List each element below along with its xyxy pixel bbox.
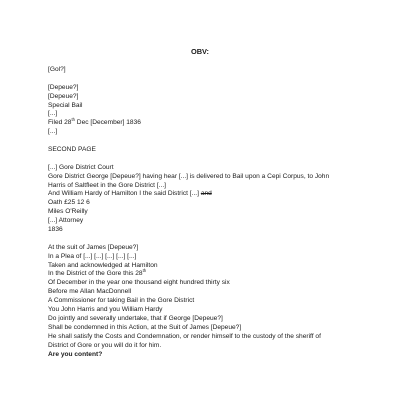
text-line: [Depeue?] — [48, 83, 79, 91]
text-line: A Commissioner for taking Bail in the Gore District — [48, 297, 195, 305]
second-page-label: SECOND PAGE — [48, 146, 96, 154]
text-line: District of Gore or you will do it for him. — [48, 341, 162, 349]
text-line: Harris of Saltfleet in the Gore District [...] — [48, 181, 166, 189]
text-line: Before me Allan MacDonnell — [48, 288, 132, 296]
text-line: Shall be condemned in this Action, at the Suit of James [Depeue?] — [48, 323, 242, 331]
struck-word: and — [200, 190, 212, 198]
text-line: Oath £25 12 6 — [48, 199, 90, 207]
text-line: [...] Attorney — [48, 217, 84, 225]
text-line: Taken and acknowledged at Hamilton — [48, 261, 158, 269]
text-line: Special Bail — [48, 101, 83, 109]
hardy-line: And William Hardy of Hamilton I the said District [...] and — [48, 190, 212, 198]
text-line: You John Harris and you William Hardy — [48, 306, 163, 314]
text-line: He shall satisfy the Costs and Condemnation, or render himself to the custody of the sheriff of — [48, 332, 321, 340]
text-line: [...] — [48, 128, 58, 136]
text-line: [Depeue?] — [48, 92, 79, 100]
filed-line: Filed 28th Dec [December] 1836 — [48, 117, 141, 127]
text-line: 1836 — [48, 226, 63, 234]
text-line: In a Plea of [...] [...] [...] [...] [...] — [48, 252, 137, 260]
text-line: [...] — [48, 110, 58, 118]
district-line: In the District of the Gore this 28th — [48, 268, 147, 278]
text-line: At the suit of James [Depeue?] — [48, 243, 139, 251]
text-line: Miles O'Reilly — [48, 208, 88, 216]
text-line: Do jointly and severally undertake, that if George [Depeue?] — [48, 314, 223, 322]
document-heading: OBV: — [190, 47, 210, 56]
text-line: [Gol?] — [48, 66, 66, 73]
text-line: Gore District George [Depeue?] having hear [...] is delivered to Bail upon a Cepi Corpus, to John — [48, 172, 330, 180]
closing-question: Are you content? — [48, 350, 103, 358]
document-body — [48, 66, 388, 359]
text-line: Of December in the year one thousand eight hundred thirty six — [48, 279, 230, 287]
text-line: [...] Gore District Court — [48, 163, 114, 171]
